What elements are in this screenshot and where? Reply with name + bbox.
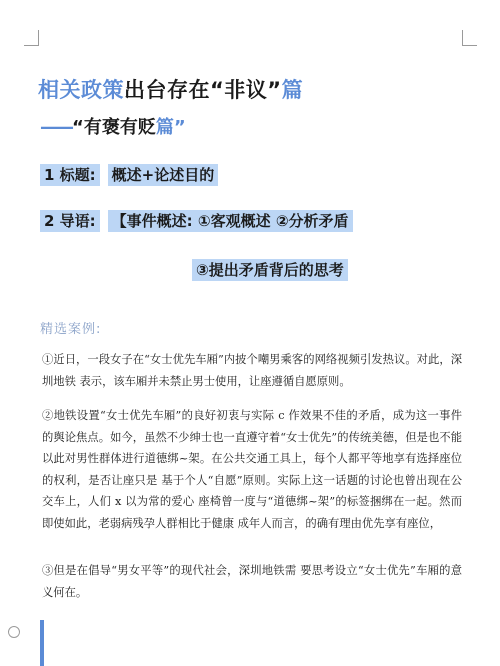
crop-mark-top-left [38,30,39,46]
crop-mark-top-right-h [462,45,477,46]
case-paragraph-2: ②地铁设置“女士优先车厢”的良好初衷与实际 c 作效果不佳的矛盾，成为这一事件的舆论焦点。如今，虽然不少绅士也一直遵守着“女士优先”的传统美德，但是也不能以此对男性群体进行道德绑~架。在公共交通工具上，每个人都平等地享有选择座位的权利，是否让座只是 基于个人“自愿”原则。实际上这一话题的讨论也曾出现在公交车上，人们 x 以为常的爱心 座椅曾一度与“道德绑~架”的标签捆绑在一起。然而即使如此，老弱病残孕人群相比于健康 成年人而言，的确有理由优先享有座位， [42,409,462,530]
outline-row-intro [40,209,353,233]
outline-row-title [40,163,218,187]
case-paragraph-1: ①近日，一段女子在“女士优先车厢”内披个嘲男乘客的网络视频引发热议。对此，深圳地铁 表示，该车厢并未禁止男士使用，让座遵循自愿原则。 [42,353,462,388]
crop-mark-top-left-h [24,45,39,46]
page-subtitle [40,113,186,139]
title-blue-end: 篇 [281,78,304,102]
circle-icon [8,626,20,638]
accent-bar [40,620,44,666]
title-blue-part: 相关政策 [38,78,124,102]
subtitle-text: “有褒有贬 [72,117,156,138]
case-paragraph-3: ③但是在倡导“男女平等”的现代社会，深圳地铁需 要思考设立“女士优先”车厢的意义何在。 [42,564,462,599]
subtitle-text-blue: 篇” [155,117,186,138]
section-label: 精选案例: [40,322,102,337]
title-black-part: 出台存在“非议” [124,78,282,102]
outline-row-intro-number: 2 导语: [40,210,100,232]
outline-row-title-text: 概述+论述目的 [108,164,219,186]
subtitle-dash: —— [40,117,72,138]
crop-mark-top-right [462,30,463,46]
outline-row-intro-text: 【事件概述: ①客观概述 ②分析矛盾 [108,210,353,232]
page-title [38,74,303,104]
outline-row-title-number: 1 标题: [40,164,100,186]
outline-row-intro-continued: ③提出矛盾背后的思考 [192,259,348,281]
